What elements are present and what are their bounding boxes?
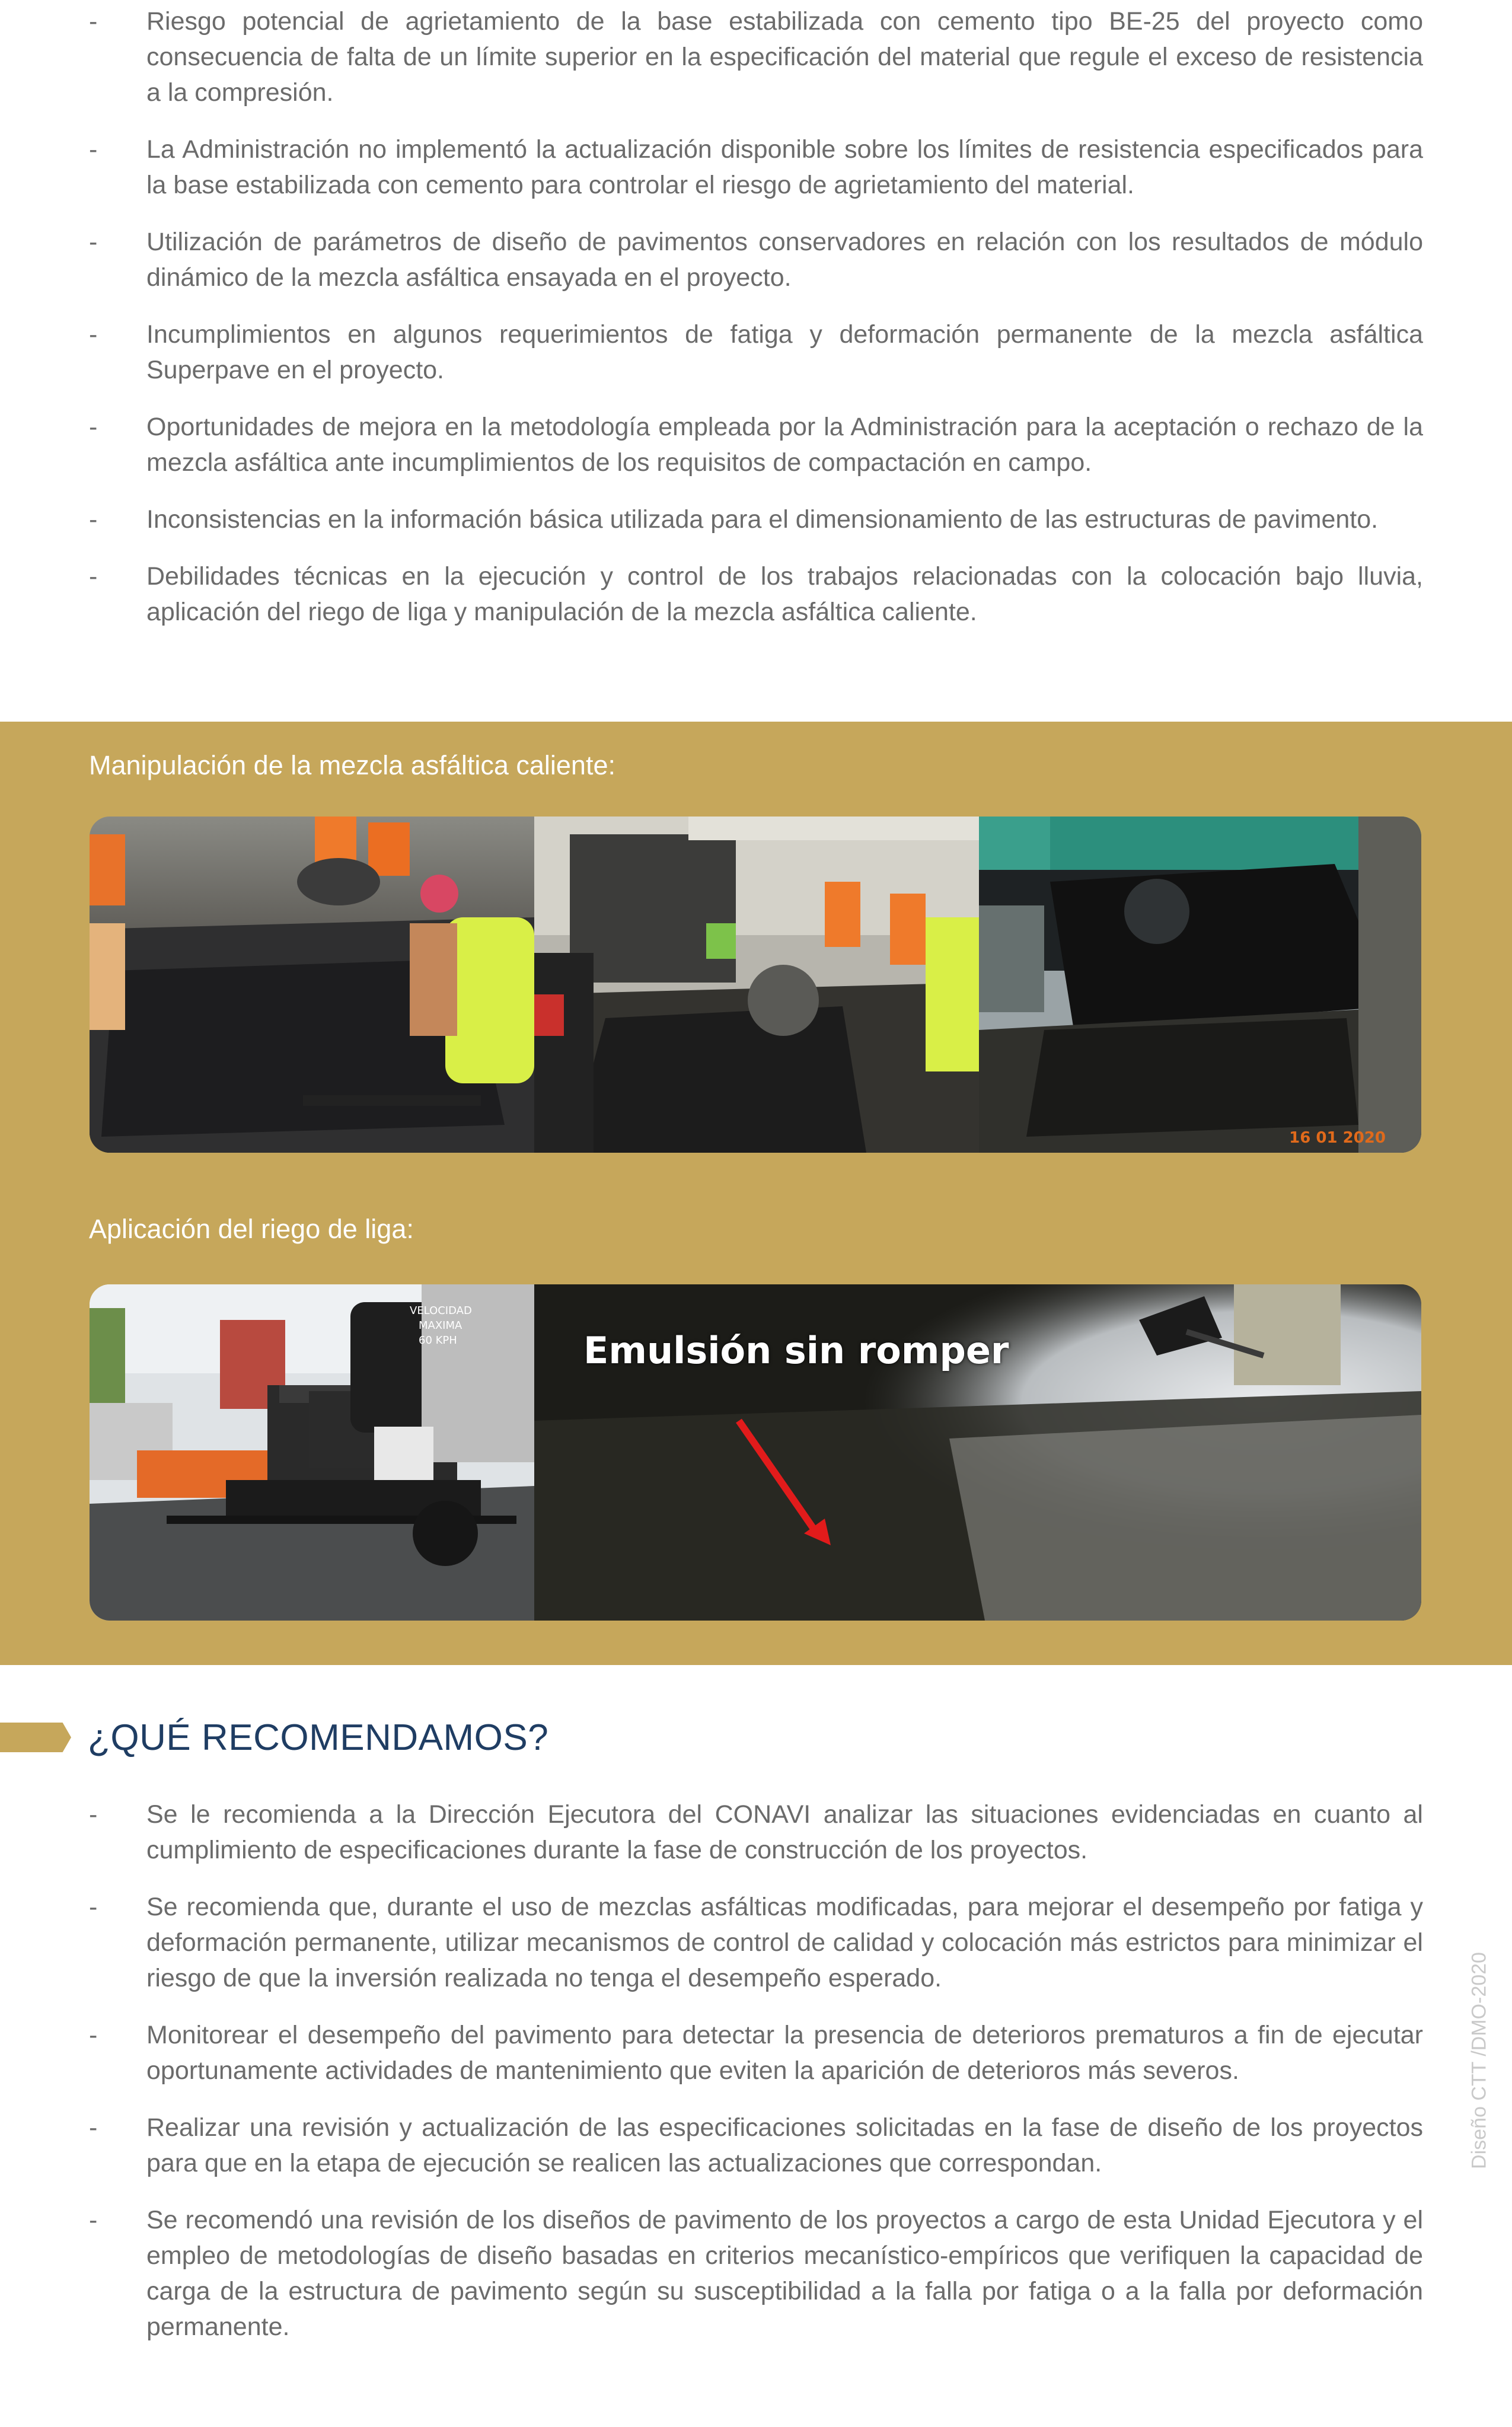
- hot-mix-photo-strip: [90, 817, 1421, 1153]
- bullet-dash: -: [89, 505, 98, 534]
- bullet-dash: -: [89, 135, 98, 164]
- list-item: [89, 317, 1423, 388]
- bullet-dash: -: [89, 2206, 98, 2234]
- section-title: ¿QUÉ RECOMENDAMOS?: [88, 1717, 549, 1758]
- list-item-text: Monitorear el desempeño del pavimento para detectar la presencia de deterioros prematuros a fin de ejecutar oportunamente actividades de mantenimiento que eviten la aparición de deterioros más severos.: [146, 2021, 1423, 2085]
- list-item-text: Se le recomienda a la Dirección Ejecutora del CONAVI analizar las situaciones evidenciadas en cuanto al cumplimiento de especificaciones durante la fase de construcción de los proyectos.: [146, 1800, 1423, 1864]
- hot-mix-photo-2: [534, 817, 979, 1153]
- list-item: [89, 502, 1423, 537]
- list-item: [89, 1889, 1423, 1996]
- bullet-dash: -: [89, 228, 98, 256]
- list-item: [89, 4, 1423, 110]
- list-item: [89, 2017, 1423, 2088]
- list-item-text: Incumplimientos en algunos requerimientos de fatiga y deformación permanente de la mezcla asfáltica Superpave en el proyecto.: [146, 320, 1423, 384]
- list-item-text: Utilización de parámetros de diseño de pavimentos conservadores en relación con los resultados de módulo dinámico de la mezcla asfáltica ensayada en el proyecto.: [146, 228, 1423, 292]
- hot-mix-caption: Manipulación de la mezcla asfáltica caliente:: [89, 750, 615, 780]
- tack-coat-photo-1-image: [90, 1284, 534, 1621]
- bullet-dash: -: [89, 562, 98, 591]
- design-credit: Diseño CTT /DMO-2020: [1468, 1952, 1491, 2169]
- tack-coat-photo-2: [534, 1284, 1421, 1621]
- emulsion-overlay-label: Emulsión sin romper: [583, 1329, 1009, 1372]
- list-item-text: Se recomienda que, durante el uso de mezclas asfálticas modificadas, para mejorar el desempeño por fatiga y deformación permanente, utilizar mecanismos de control de calidad y colocación más estrictos para minimizar el riesgo de que la inversión realizada no tenga el desempeño esperado.: [146, 1893, 1423, 1992]
- hot-mix-photo-2-image: [534, 817, 979, 1153]
- truck-sign-line-3: 60 KPH: [419, 1334, 457, 1347]
- list-item-text: Riesgo potencial de agrietamiento de la base estabilizada con cemento tipo BE-25 del proyecto como consecuencia de falta de un límite superior en la especificación del material que regule el exceso de resistencia a la compresión.: [146, 7, 1423, 107]
- findings-list: [89, 4, 1423, 651]
- list-item-text: Realizar una revisión y actualización de las especificaciones solicitadas en la fase de diseño de los proyectos para que en la etapa de ejecución se realicen las actualizaciones que correspondan.: [146, 2113, 1423, 2177]
- list-item: [89, 224, 1423, 295]
- list-item: [89, 2202, 1423, 2345]
- recommendations-heading: [0, 1714, 548, 1761]
- bullet-dash: -: [89, 2113, 98, 2142]
- truck-sign-line-1: VELOCIDAD: [410, 1305, 472, 1317]
- bullet-dash: -: [89, 2021, 98, 2049]
- list-item-text: Oportunidades de mejora en la metodología empleada por la Administración para la aceptación o rechazo de la mezcla asfáltica ante incumplimientos de los requisitos de compactación en campo.: [146, 413, 1423, 477]
- truck-sign-line-2: MAXIMA: [419, 1319, 462, 1332]
- hot-mix-photo-1: [90, 817, 534, 1153]
- list-item: [89, 409, 1423, 480]
- hot-mix-photo-3: [979, 817, 1421, 1153]
- bullet-dash: -: [89, 1800, 98, 1829]
- list-item: [89, 559, 1423, 630]
- list-item-text: Se recomendó una revisión de los diseños de pavimento de los proyectos a cargo de esta Unidad Ejecutora y el empleo de metodologías de diseño basadas en criterios mecanístico-empíricos que verifiquen la capacidad de carga de la estructura de pavimento según su susceptibilidad a la falla por fatiga o a la falla por deformación permanente.: [146, 2206, 1423, 2341]
- hot-mix-photo-3-image: [979, 817, 1421, 1153]
- list-item: [89, 2110, 1423, 2181]
- recommendations-list: [89, 1797, 1423, 2366]
- tack-coat-caption: Aplicación del riego de liga:: [89, 1214, 414, 1244]
- arrow-marker-icon: [0, 1723, 71, 1752]
- photo-gallery-band: [0, 722, 1512, 1665]
- list-item-text: Inconsistencias en la información básica utilizada para el dimensionamiento de las estructuras de pavimento.: [146, 505, 1379, 534]
- list-item-text: La Administración no implementó la actualización disponible sobre los límites de resistencia especificados para la base estabilizada con cemento para controlar el riesgo de agrietamiento del material.: [146, 135, 1423, 199]
- list-item: [89, 1797, 1423, 1868]
- photo-date-stamp: 16 01 2020: [1289, 1129, 1386, 1147]
- tack-coat-photo-strip: [90, 1284, 1421, 1621]
- list-item: [89, 132, 1423, 203]
- bullet-dash: -: [89, 320, 98, 349]
- bullet-dash: -: [89, 413, 98, 441]
- tack-coat-photo-1: [90, 1284, 534, 1621]
- bullet-dash: -: [89, 7, 98, 36]
- hot-mix-photo-1-image: [90, 817, 534, 1153]
- list-item-text: Debilidades técnicas en la ejecución y control de los trabajos relacionadas con la colocación bajo lluvia, aplicación del riego de liga y manipulación de la mezcla asfáltica caliente.: [146, 562, 1423, 626]
- bullet-dash: -: [89, 1893, 98, 1921]
